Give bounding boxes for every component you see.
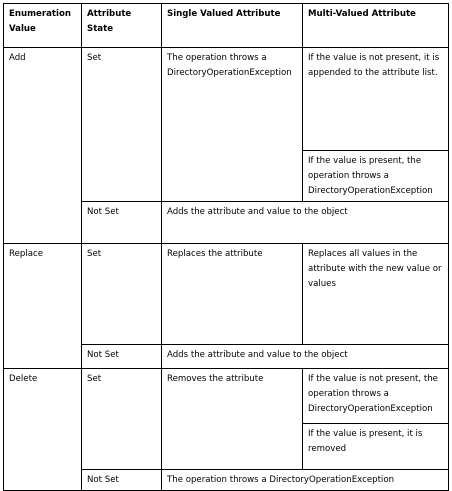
attribute-operations-table [3,3,449,491]
header-single-valued-attribute: Single Valued Attribute [162,4,303,48]
table-row [4,244,449,345]
enum-value-cell: Add [4,48,82,244]
attribute-state-cell: Not Set [82,470,162,491]
multi-valued-cell: If the value is not present, the operation throws a DirectoryOperationException [303,369,449,424]
combined-result-cell: Adds the attribute and value to the object [162,345,449,369]
header-multi-valued-attribute: Multi-Valued Attribute [303,4,449,48]
multi-valued-cell: If the value is present, the operation throws a DirectoryOperationException [303,151,449,202]
attribute-state-cell: Set [82,48,162,202]
multi-valued-cell: If the value is present, it is removed [303,424,449,470]
header-enumeration-value: Enumeration Value [4,4,82,48]
single-valued-cell: Removes the attribute [162,369,303,470]
table-row [4,48,449,151]
enum-value-cell: Replace [4,244,82,369]
attribute-state-cell: Set [82,244,162,345]
attribute-state-cell: Not Set [82,202,162,244]
multi-valued-cell: Replaces all values in the attribute with the new value or values [303,244,449,345]
header-attribute-state: Attribute State [82,4,162,48]
single-valued-cell: Replaces the attribute [162,244,303,345]
table-row [4,369,449,424]
multi-valued-cell: If the value is not present, it is appended to the attribute list. [303,48,449,151]
enum-value-cell: Delete [4,369,82,491]
header-row [4,4,449,48]
attribute-state-cell: Not Set [82,345,162,369]
combined-result-cell: The operation throws a DirectoryOperationException [162,470,449,491]
combined-result-cell: Adds the attribute and value to the object [162,202,449,244]
single-valued-cell: The operation throws a DirectoryOperationException [162,48,303,202]
attribute-state-cell: Set [82,369,162,470]
